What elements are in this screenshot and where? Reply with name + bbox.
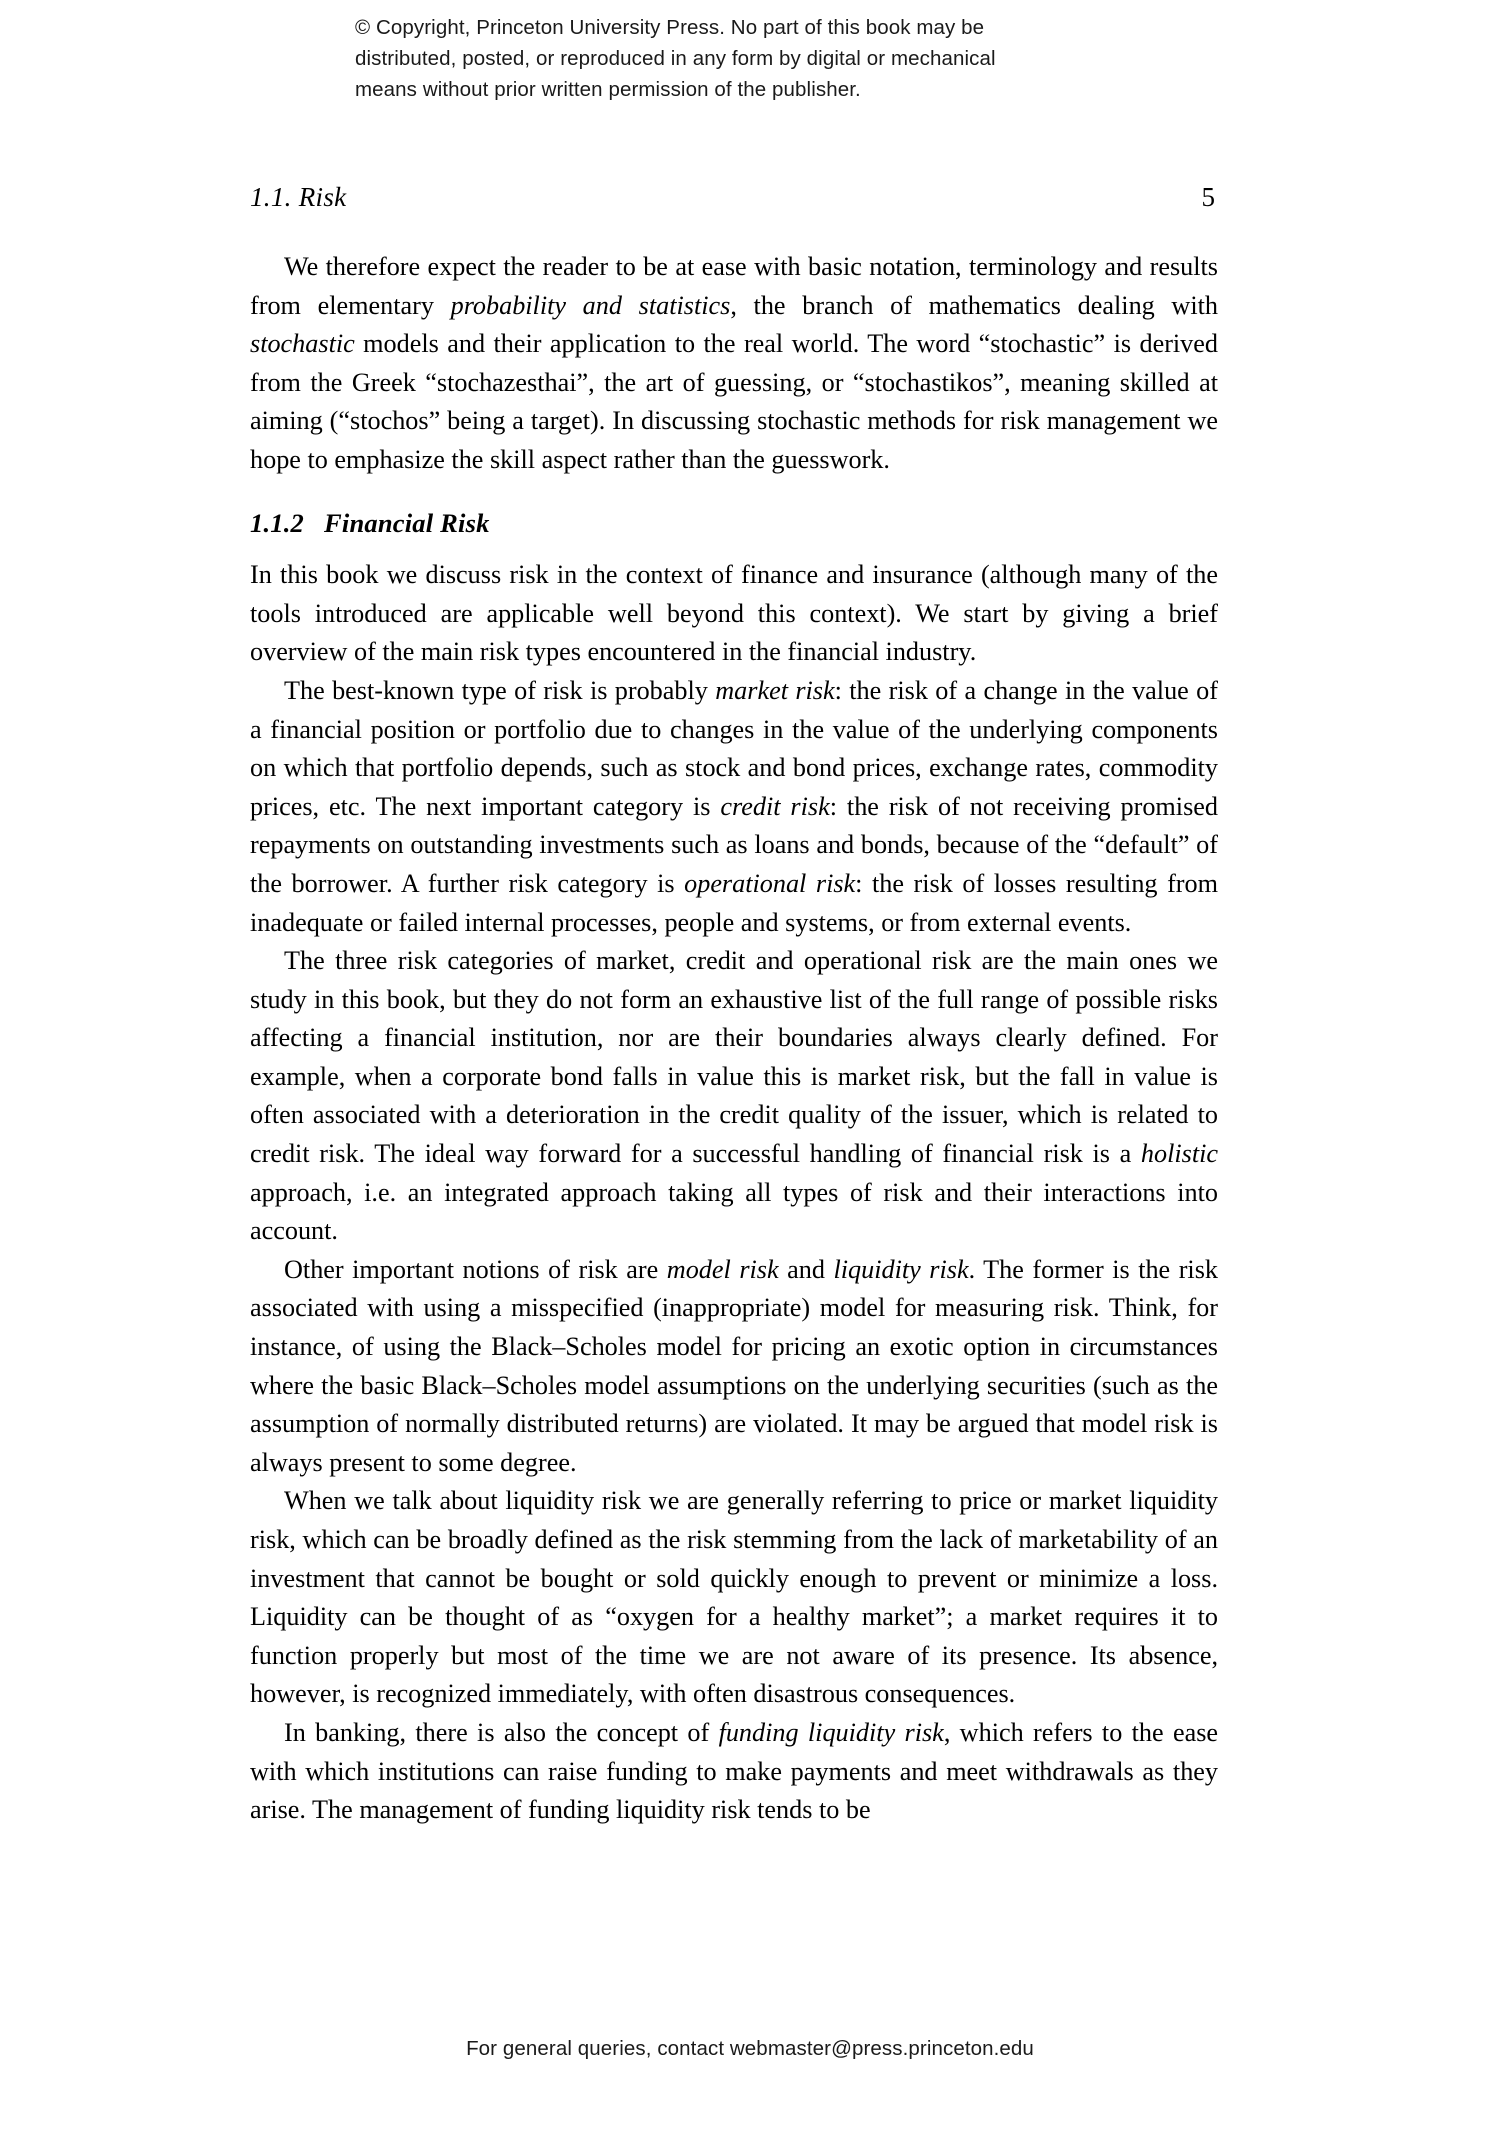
emphasis-credit-risk: credit risk <box>720 791 830 821</box>
copyright-line-1: © Copyright, Princeton University Press. No part of this book may be <box>355 16 985 39</box>
paragraph-intro-stochastic <box>250 248 1218 480</box>
copyright-line-2: distributed, posted, or reproduced in any form by digital or mechanical <box>355 47 996 70</box>
emphasis-model-risk: model risk <box>666 1254 779 1284</box>
emphasis-market-risk: market risk <box>715 675 835 705</box>
text-run: In banking, there is also the concept of <box>284 1717 719 1747</box>
footer-contact-text: For general queries, contact webmaster@press.princeton.edu <box>466 2037 1034 2060</box>
paragraph-three-risk-categories <box>250 942 1218 1251</box>
paragraph-book-context <box>250 556 1218 672</box>
text-run: : the risk of not receiving promised repayments on outstanding investments such as loans and bonds, because of the “default” of the borrower. A further risk category is <box>250 791 1218 898</box>
running-head-title: 1.1. Risk <box>250 182 347 212</box>
text-run: approach, i.e. an integrated approach taking all types of risk and their interactions into account. <box>250 1177 1218 1246</box>
text-run: and <box>778 1254 834 1284</box>
text-run: , which refers to the ease with which institutions can raise funding to make payments and meet withdrawals as they arise. The management of funding liquidity risk tends to be <box>250 1717 1219 1825</box>
text-run: We therefore expect the reader to be at ease with basic notation, terminology and results from elementary <box>250 252 1218 320</box>
copyright-notice <box>355 12 1145 105</box>
emphasis-operational-risk: operational risk <box>684 868 856 898</box>
section-title: Financial Risk <box>324 507 490 538</box>
emphasis-holistic: holistic <box>1140 1139 1218 1169</box>
paragraph-market-credit-operational <box>250 672 1218 942</box>
emphasis-stochastic: stochastic <box>250 329 355 359</box>
paragraph-market-liquidity-risk <box>250 1482 1218 1714</box>
text-run: When we talk about liquidity risk we are generally referring to price or market liquidity risk, which can be broadly defined as the risk stemming from the lack of marketability of an investment that cannot be bought or sold quickly enough to prevent or minimize a loss. Liquidity can be thought of as “oxygen for a healthy market”; a market requires it to function properly but most of the time we are not aware of its presence. Its absence, however, is recognized immediately, with often disastrous consequences. <box>250 1486 1218 1709</box>
paragraph-funding-liquidity-risk <box>250 1714 1218 1830</box>
text-run: : the risk of a change in the value of a financial position or portfolio due to changes in the value of the underlying components on which that portfolio depends, such as stock and bond prices, exchange rates, commodity prices, etc. The next important category is <box>250 675 1218 821</box>
text-run: Other important notions of risk are <box>284 1254 667 1284</box>
text-run: In this book we discuss risk in the context of finance and insurance (although many of the tools introduced are applicable well beyond this context). We start by giving a brief overview of the main risk types encountered in the financial industry. <box>250 560 1218 667</box>
section-number: 1.1.2 <box>250 507 304 538</box>
emphasis-funding-liquidity-risk: funding liquidity risk <box>718 1717 944 1747</box>
page-footer <box>0 2037 1500 2061</box>
section-heading-financial-risk <box>250 480 1218 557</box>
emphasis-liquidity-risk: liquidity risk <box>833 1254 969 1284</box>
running-head <box>250 182 1215 213</box>
text-run: : the risk of losses resulting from inadequate or failed internal processes, people and systems, or from external events. <box>250 868 1218 937</box>
text-run: . The former is the risk associated with using a misspecified (inappropriate) model for measuring risk. Think, for instance, of using the Black–Scholes model for pricing an exotic option in circumstances where the basic Black–Scholes model assumptions on the underlying securities (such as the assumption of normally distributed returns) are violated. It may be argued that model risk is always present to some degree. <box>250 1254 1218 1477</box>
emphasis-probability-and-statistics: probability and statistics <box>450 290 731 320</box>
text-run: The best-known type of risk is probably <box>284 675 716 705</box>
page-number: 5 <box>1201 182 1215 212</box>
copyright-line-3: means without prior written permission of the publisher. <box>355 78 861 101</box>
paragraph-model-and-liquidity-risk <box>250 1251 1218 1483</box>
text-run: models and their application to the real world. The word “stochastic” is derived from the Greek “stochazesthai”, the art of guessing, or “stochastikos”, meaning skilled at aiming (“stochos” being a target). In discussing stochastic methods for risk management we hope to emphasize the skill aspect rather than the guesswork. <box>250 329 1218 474</box>
text-run: The three risk categories of market, credit and operational risk are the main ones we study in this book, but they do not form an exhaustive list of the full range of possible risks affecting a financial institution, nor are their boundaries always clearly defined. For example, when a corporate bond falls in value this is market risk, but the fall in value is often associated with a deterioration in the credit quality of the issuer, which is related to credit risk. The ideal way forward for a successful handling of financial risk is a <box>250 946 1218 1169</box>
body-text-column <box>250 248 1218 1830</box>
text-run: , the branch of mathematics dealing with <box>730 290 1218 320</box>
